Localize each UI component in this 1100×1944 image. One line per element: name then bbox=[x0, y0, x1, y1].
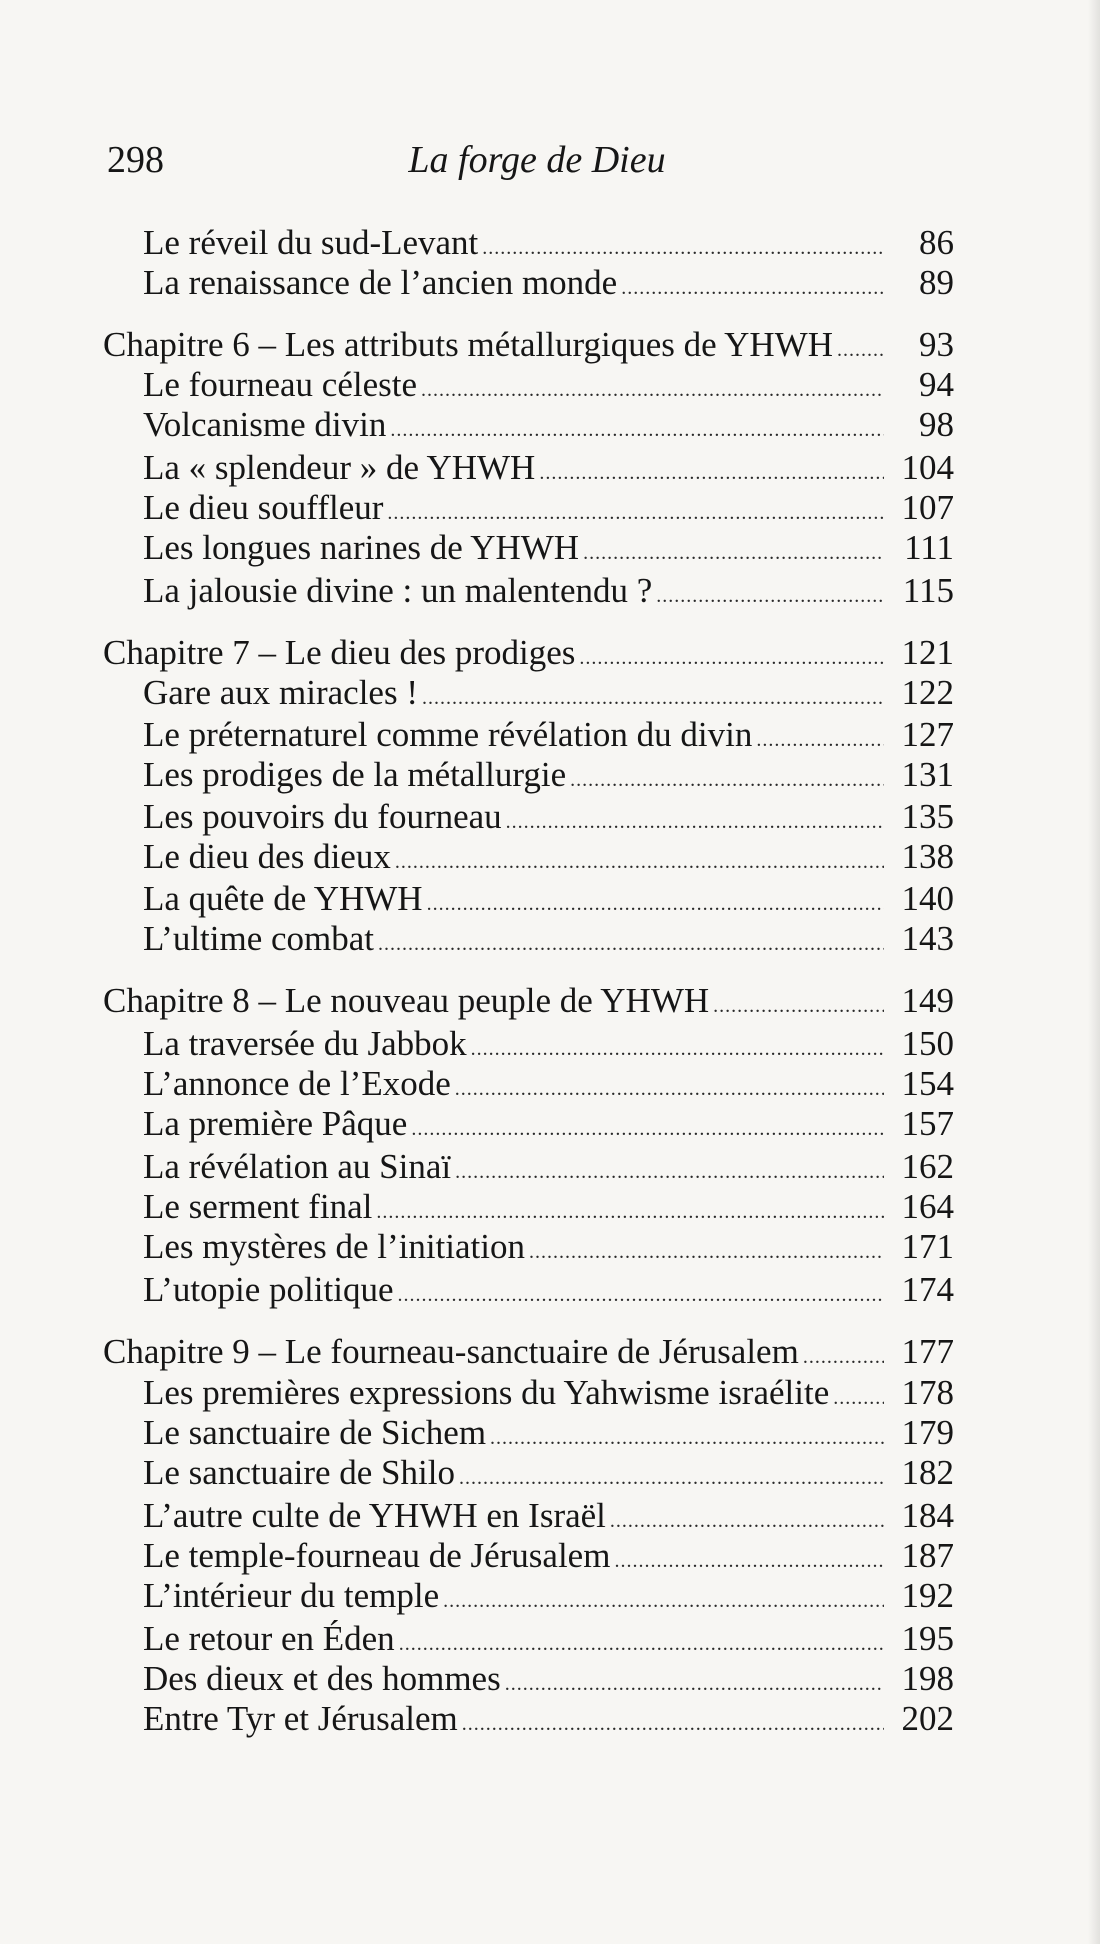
toc-entry-page-number: 140 bbox=[901, 879, 954, 918]
dot-leader bbox=[395, 841, 884, 883]
toc-entry-page-number: 86 bbox=[919, 223, 954, 262]
toc-entry-title: Chapitre 6 – Les attributs métallurgiques de YHWH bbox=[103, 325, 833, 364]
toc-entry-page-number: 135 bbox=[901, 797, 954, 836]
toc-section-entry bbox=[143, 262, 954, 309]
toc-entry-title: La jalousie divine : un malentendu ? bbox=[143, 571, 653, 610]
toc-entry-page-number: 98 bbox=[919, 405, 954, 444]
toc-entry-page-number: 111 bbox=[904, 528, 954, 567]
toc-entry-title: Gare aux miracles ! bbox=[143, 673, 418, 712]
toc-entry-title: Le dieu des dieux bbox=[143, 837, 391, 876]
toc-entry-page-number: 94 bbox=[919, 365, 954, 404]
toc-section-entry bbox=[143, 918, 954, 965]
toc-entry-page-number: 104 bbox=[901, 448, 954, 487]
toc-entry-title: Le temple-fourneau de Jérusalem bbox=[143, 1536, 611, 1575]
toc-entry-page-number: 131 bbox=[901, 755, 954, 794]
toc-entry-page-number: 164 bbox=[901, 1187, 954, 1226]
toc-entry-title: La « splendeur » de YHWH bbox=[143, 448, 536, 487]
toc-section-entry bbox=[143, 527, 954, 574]
toc-entry-title: Les prodiges de la métallurgie bbox=[143, 755, 567, 794]
toc-entry-title: Le préternaturel comme révélation du divin bbox=[143, 715, 753, 754]
page-number: 298 bbox=[107, 139, 164, 181]
toc-entry-title: Les longues narines de YHWH bbox=[143, 528, 580, 567]
toc-section-entry bbox=[143, 1269, 954, 1316]
toc-section-entry bbox=[143, 672, 954, 719]
toc-entry-title: L’annonce de l’Exode bbox=[143, 1064, 451, 1103]
dot-leader bbox=[713, 985, 884, 1027]
dot-leader bbox=[422, 677, 884, 719]
toc-entry-page-number: 138 bbox=[901, 837, 954, 876]
dot-leader bbox=[621, 267, 884, 309]
toc-entry-page-number: 187 bbox=[901, 1536, 954, 1575]
dot-leader bbox=[656, 575, 884, 617]
toc-entry-page-number: 150 bbox=[901, 1024, 954, 1063]
toc-entry-page-number: 174 bbox=[901, 1270, 954, 1309]
dot-leader bbox=[411, 1108, 884, 1150]
toc-chapter-entry bbox=[103, 980, 954, 1027]
running-title: La forge de Dieu bbox=[408, 139, 666, 181]
toc-entry-page-number: 115 bbox=[902, 571, 954, 610]
toc-entry-title: La traversée du Jabbok bbox=[143, 1024, 467, 1063]
toc-section-entry bbox=[143, 570, 954, 617]
toc-entry-title: Des dieux et des hommes bbox=[143, 1659, 501, 1698]
toc-entry-title: Chapitre 7 – Le dieu des prodiges bbox=[103, 633, 576, 672]
toc-entry-page-number: 93 bbox=[919, 325, 954, 364]
toc-entry-title: Le retour en Éden bbox=[143, 1619, 395, 1658]
dot-leader bbox=[390, 409, 884, 451]
toc-section-entry bbox=[143, 1698, 954, 1745]
toc-entry-title: La première Pâque bbox=[143, 1104, 408, 1143]
dot-leader bbox=[570, 759, 884, 801]
toc-entry-title: Le sanctuaire de Sichem bbox=[143, 1413, 487, 1452]
toc-entry-title: L’utopie politique bbox=[143, 1270, 394, 1309]
dot-leader bbox=[462, 1703, 884, 1745]
toc-entry-title: Le fourneau céleste bbox=[143, 365, 418, 404]
toc-entry-page-number: 192 bbox=[901, 1576, 954, 1615]
toc-entry-title: Les mystères de l’initiation bbox=[143, 1227, 525, 1266]
toc-entry-title: Les pouvoirs du fourneau bbox=[143, 797, 502, 836]
toc-entry-page-number: 177 bbox=[901, 1332, 954, 1371]
toc-section-entry bbox=[143, 1226, 954, 1273]
toc-entry-title: Entre Tyr et Jérusalem bbox=[143, 1699, 458, 1738]
toc-section-entry bbox=[143, 404, 954, 451]
toc-section-entry bbox=[143, 836, 954, 883]
dot-leader bbox=[378, 923, 884, 965]
toc-entry-page-number: 143 bbox=[901, 919, 954, 958]
toc-entry-page-number: 184 bbox=[901, 1496, 954, 1535]
toc-entry-title: L’ultime combat bbox=[143, 919, 375, 958]
toc-entry-page-number: 195 bbox=[901, 1619, 954, 1658]
toc-entry-page-number: 149 bbox=[901, 981, 954, 1020]
toc-entry-title: Chapitre 8 – Le nouveau peuple de YHWH bbox=[103, 981, 710, 1020]
toc-entry-title: Le serment final bbox=[143, 1187, 373, 1226]
toc-entry-title: Le sanctuaire de Shilo bbox=[143, 1453, 455, 1492]
toc-entry-page-number: 107 bbox=[901, 488, 954, 527]
toc-entry-title: Le réveil du sud-Levant bbox=[143, 223, 479, 262]
toc-entry-title: Volcanisme divin bbox=[143, 405, 387, 444]
dot-leader bbox=[443, 1580, 884, 1622]
toc-entry-title: Le dieu souffleur bbox=[143, 488, 384, 527]
dot-leader bbox=[583, 532, 884, 574]
toc-entry-title: Les premières expressions du Yahwisme israélite bbox=[143, 1373, 830, 1412]
toc-entry-title: L’intérieur du temple bbox=[143, 1576, 440, 1615]
toc-section-entry bbox=[143, 1452, 954, 1499]
toc-entry-page-number: 178 bbox=[901, 1373, 954, 1412]
toc-entry-page-number: 154 bbox=[901, 1064, 954, 1103]
toc-entry-page-number: 122 bbox=[901, 673, 954, 712]
dot-leader bbox=[459, 1457, 884, 1499]
toc-entry-title: Chapitre 9 – Le fourneau-sanctuaire de Jérusalem bbox=[103, 1332, 799, 1371]
toc-chapter-entry bbox=[103, 1331, 954, 1378]
toc-section-entry bbox=[143, 1575, 954, 1622]
toc-entry-page-number: 157 bbox=[901, 1104, 954, 1143]
dot-leader bbox=[529, 1231, 884, 1273]
toc-entry-title: La quête de YHWH bbox=[143, 879, 423, 918]
toc-entry-page-number: 179 bbox=[901, 1413, 954, 1452]
toc-entry-title: La renaissance de l’ancien monde bbox=[143, 263, 618, 302]
toc-entry-title: La révélation au Sinaï bbox=[143, 1147, 452, 1186]
toc-section-entry bbox=[143, 754, 954, 801]
toc-entry-page-number: 182 bbox=[901, 1453, 954, 1492]
toc-entry-page-number: 127 bbox=[901, 715, 954, 754]
toc-entry-page-number: 198 bbox=[901, 1659, 954, 1698]
toc-section-entry bbox=[143, 1103, 954, 1150]
toc-entry-page-number: 171 bbox=[901, 1227, 954, 1266]
dot-leader bbox=[398, 1274, 885, 1316]
toc-entry-page-number: 89 bbox=[919, 263, 954, 302]
toc-entry-page-number: 162 bbox=[901, 1147, 954, 1186]
toc-entry-page-number: 202 bbox=[901, 1699, 954, 1738]
toc-entry-title: L’autre culte de YHWH en Israël bbox=[143, 1496, 606, 1535]
toc-entry-page-number: 121 bbox=[901, 633, 954, 672]
